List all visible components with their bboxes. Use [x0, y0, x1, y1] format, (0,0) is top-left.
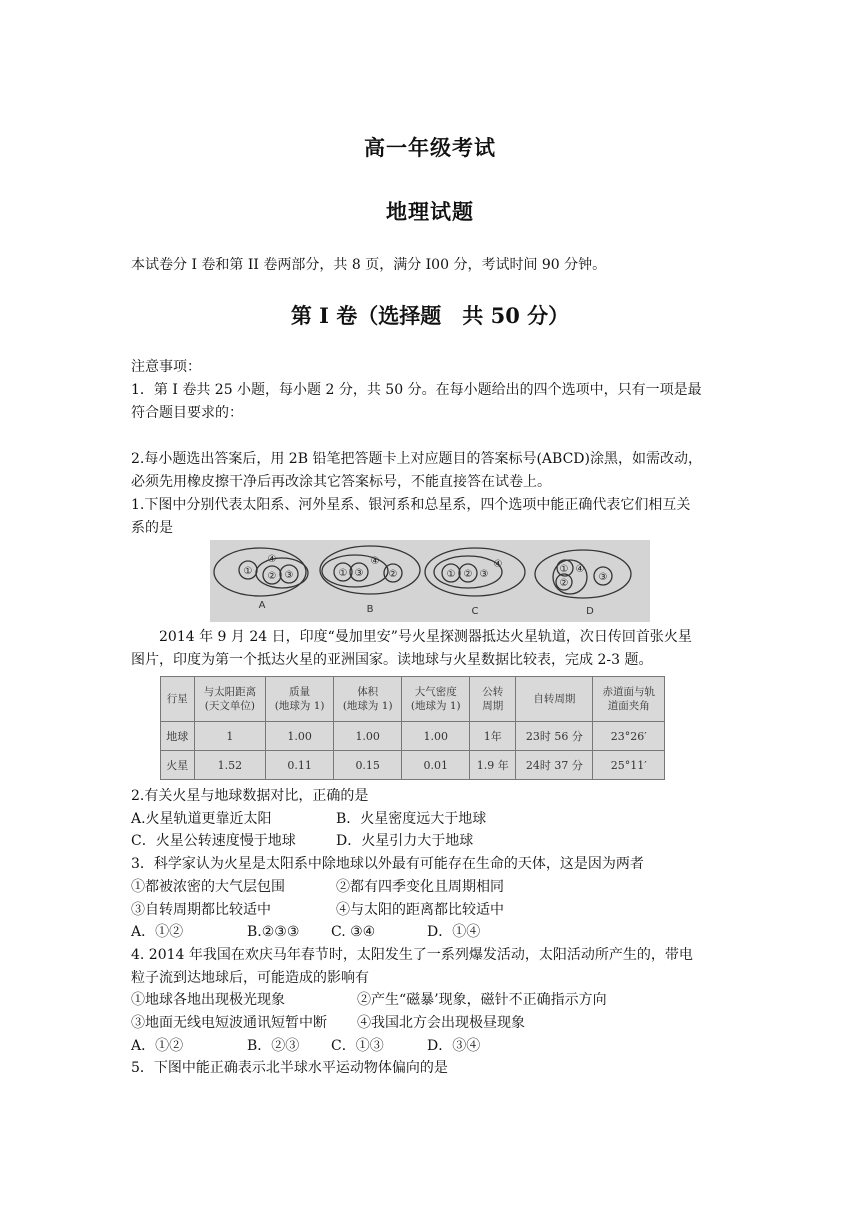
q5-stem: 5．下图中能正确表示北半球水平运动物体偏向的是 [131, 1060, 448, 1077]
q3-option-c: C. ③④ [331, 924, 376, 941]
mark-b-1: ① [338, 568, 348, 579]
q1-stem-line-1: 1.下图中分别代表太阳系、河外星系、银河系和总星系，四个选项中能正确代表它们相互关 [131, 497, 691, 513]
mark-a-1: ① [243, 566, 253, 577]
q3-item-2: ②都有四季变化且周期相同 [336, 878, 504, 895]
mark-c-4: ④ [493, 559, 503, 570]
q4-option-b: B．②③ [247, 1037, 300, 1054]
q4-stem-line-1: 4. 2014 年我国在欢庆马年春节时，太阳发生了一系列爆发活动，太阳活动所产生的，带电 [131, 946, 693, 963]
questions-block [131, 785, 751, 1080]
mark-b-4: ④ [370, 556, 380, 567]
passage-line-1: 2014 年 9 月 24 日，印度“曼加里安”号火星探测器抵达火星轨道，次日传回首张火星 [159, 629, 692, 645]
exam-intro: 本试卷分 I 卷和第 II 卷两部分，共 8 页，满分 I00 分，考试时间 90 分钟。 [131, 257, 607, 273]
table-cell: 火星 [161, 751, 195, 780]
mark-c-1: ① [446, 569, 456, 580]
table-cell: 1年 [470, 722, 516, 751]
table-cell: 23时 56 分 [516, 722, 593, 751]
table-cell: 1.9 年 [470, 751, 516, 780]
note-1-line-2: 符合题目要求的： [131, 405, 243, 421]
mark-a-4: ④ [267, 554, 277, 565]
mark-a-3: ③ [284, 570, 294, 581]
section-title: 第 I 卷（选择题 共 50 分） [290, 303, 570, 328]
q2-option-d: D．火星引力大于地球 [336, 833, 474, 850]
q4-item-2: ②产生“磁暴’现象，磁针不正确指示方向 [357, 992, 607, 1009]
passage-line-2: 图片，印度为第一个抵达火星的亚洲国家。读地球与火星数据比较表，完成 2-3 题。 [131, 652, 653, 668]
q4-item-4: ④我国北方会出现极昼现象 [357, 1015, 525, 1032]
q2-option-c: C．火星公转速度慢于地球 [131, 833, 296, 850]
table-row [161, 722, 665, 751]
q3-item-4: ④与太阳的距离都比较适中 [336, 901, 504, 918]
q4-option-c: C．①③ [331, 1037, 384, 1054]
earth-mars-table [160, 676, 665, 780]
subject-title: 地理试题 [386, 199, 474, 224]
table-cell: 地球 [161, 722, 195, 751]
table-cell: 25°11′ [593, 751, 665, 780]
table-header-row [161, 677, 665, 722]
notes-block [131, 356, 741, 540]
table-header: 公转 周期 [470, 677, 516, 722]
q3-option-b: B.②③③ [247, 924, 300, 941]
table-header: 大气密度 (地球为 1) [402, 677, 470, 722]
table-header: 体积 (地球为 1) [334, 677, 402, 722]
q4-item-3: ③地面无线电短波通讯短暂中断 [131, 1015, 327, 1032]
q2-option-b: B．火星密度远大于地球 [336, 810, 487, 827]
q2-option-a: A.火星轨道更靠近太阳 [131, 810, 272, 827]
table-cell: 24时 37 分 [516, 751, 593, 780]
diagram-label-b: B [366, 604, 374, 615]
table-row [161, 751, 665, 780]
notes-heading: 注意事项： [131, 359, 201, 375]
mark-d-4: ④ [575, 564, 585, 575]
note-2-line-2: 必须先用橡皮擦干净后再改涂其它答案标号，不能直接答在试卷上。 [131, 474, 551, 490]
diagram-label-a: A [258, 600, 266, 611]
mark-d-3: ③ [598, 572, 608, 583]
q2-stem: 2.有关火星与地球数据对比，正确的是 [131, 788, 369, 804]
table-cell: 0.01 [402, 751, 470, 780]
q1-stem-line-2: 系的是 [131, 520, 173, 536]
table-cell: 1.00 [402, 722, 470, 751]
q3-stem: 3．科学家认为火星是太阳系中除地球以外最有可能存在生命的天体，这是因为两者 [131, 856, 644, 873]
note-1-line-1: 1．第 I 卷共 25 小题，每小题 2 分，共 50 分。在每小题给出的四个选项中，只有一项是最 [131, 382, 702, 398]
data-table [160, 676, 665, 780]
mark-b-3: ③ [354, 568, 364, 579]
mark-c-3: ③ [479, 569, 489, 580]
note-2-line-1: 2.每小题选出答案后，用 2B 铅笔把答题卡上对应题目的答案标号(ABCD)涂黑，如需改动， [131, 451, 702, 467]
table-cell: 0.11 [266, 751, 334, 780]
table-header: 质量 (地球为 1) [266, 677, 334, 722]
table-cell: 23°26′ [593, 722, 665, 751]
diagram-label-d: D [586, 606, 594, 617]
table-cell: 1.52 [194, 751, 266, 780]
table-cell: 1 [194, 722, 266, 751]
mark-d-1: ① [559, 564, 569, 575]
q1-figure [210, 540, 650, 622]
q4-item-1: ①地球各地出现极光现象 [131, 992, 285, 1009]
diagram-label-c: C [471, 606, 479, 617]
q3-option-d: D．①④ [427, 924, 481, 941]
exam-title: 高一年级考试 [364, 135, 496, 160]
q3-option-a: A．①② [131, 924, 184, 941]
table-cell: 0.15 [334, 751, 402, 780]
q4-stem-line-2: 粒子流到达地球后，可能造成的影响有 [131, 969, 369, 986]
mark-a-2: ② [267, 571, 277, 582]
table-header: 与太阳距离 (天文单位) [194, 677, 266, 722]
mark-d-2: ② [559, 578, 569, 589]
table-header: 赤道面与轨 道面夹角 [593, 677, 665, 722]
q1-figure-svg [210, 540, 650, 622]
mark-c-2: ② [463, 569, 473, 580]
table-cell: 1.00 [334, 722, 402, 751]
q3-item-3: ③自转周期都比较适中 [131, 901, 271, 918]
q3-item-1: ①都被浓密的大气层包围 [131, 878, 285, 895]
table-cell: 1.00 [266, 722, 334, 751]
passage [131, 626, 741, 672]
table-header: 行星 [161, 677, 195, 722]
table-header: 自转周期 [516, 677, 593, 722]
q4-option-d: D．③④ [427, 1037, 481, 1054]
mark-b-2: ② [388, 569, 398, 580]
q4-option-a: A．①② [131, 1037, 184, 1054]
